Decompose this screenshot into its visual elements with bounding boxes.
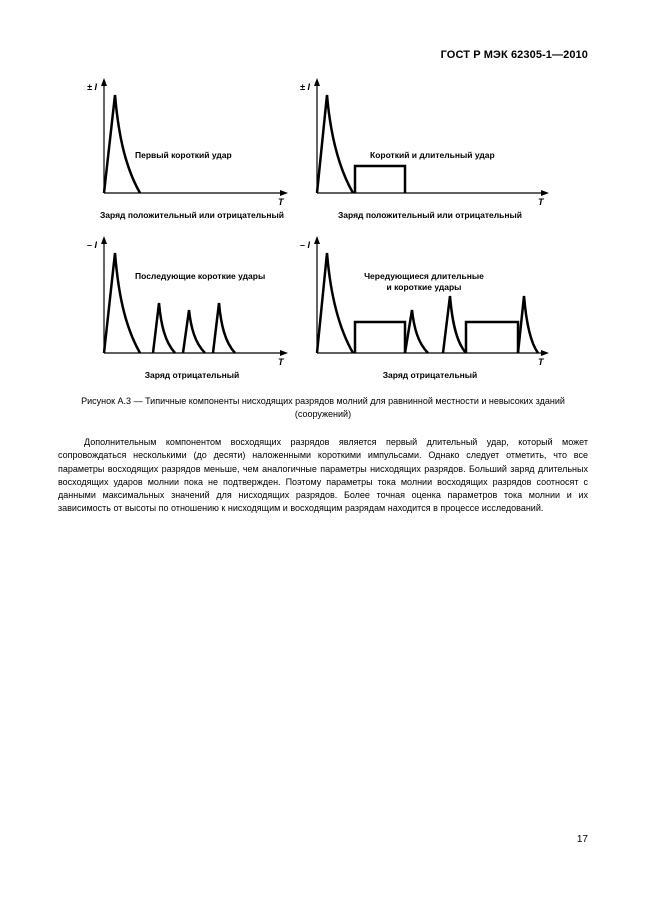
y-axis-label: ± I bbox=[87, 82, 97, 92]
figure-caption: Рисунок А.3 — Типичные компоненты нисходящих разрядов молний для равнинной местности и невысоких зданий (сооружений) bbox=[81, 396, 565, 419]
impulse-curve bbox=[443, 296, 466, 353]
panel-short-and-long-stroke bbox=[300, 82, 545, 220]
panel-title: Последующие короткие удары bbox=[135, 271, 266, 281]
lightning-components-figure bbox=[0, 0, 646, 390]
x-axis-label: T bbox=[278, 197, 284, 207]
impulse-curve bbox=[104, 95, 140, 193]
panel-title: Короткий и длительный удар bbox=[370, 150, 495, 160]
x-axis-label: T bbox=[278, 357, 284, 367]
body-paragraph: Дополнительным компонентом восходящих разрядов является первый длительный удар, который может сопровождаться несколькими (до десяти) наложенными короткими импульсами. Однако следует отметить, что все параметры восходящих разрядов меньше, чем аналогичные параметры нисходящих разрядов. Больший заряд длительных восходящих ударов молнии пока не подтвержден. Поэтому параметры тока молнии восходящих разрядов соотносят с данными максимальных значений для нисходящих разрядов. Более точная оценка параметров тока молнии и их зависимость от высоты по отношению к нисходящим и восходящим разрядам находится в процессе исследований. bbox=[58, 437, 588, 514]
impulse-curve bbox=[317, 95, 353, 193]
long-stroke-pulse bbox=[466, 322, 518, 353]
charge-label: Заряд отрицательный bbox=[382, 370, 478, 380]
impulse-curve bbox=[153, 303, 175, 353]
impulse-curve bbox=[518, 296, 538, 353]
impulse-curve bbox=[405, 310, 428, 353]
long-stroke-pulse bbox=[355, 166, 405, 193]
page-number: 17 bbox=[576, 834, 588, 845]
charge-label: Заряд положительный или отрицательный bbox=[99, 210, 285, 220]
panel-title-line-1: Чередующиеся длительные bbox=[364, 271, 484, 281]
impulse-curve bbox=[104, 253, 140, 353]
panel-subsequent-short-strokes bbox=[87, 240, 285, 380]
panel-alternating-strokes bbox=[300, 240, 545, 380]
y-axis-label: – I bbox=[299, 240, 310, 250]
x-axis-label: T bbox=[538, 197, 544, 207]
impulse-curve bbox=[317, 253, 353, 353]
y-axis-label: – I bbox=[86, 240, 97, 250]
charge-label: Заряд отрицательный bbox=[144, 370, 240, 380]
panel-first-short-stroke bbox=[87, 82, 285, 220]
x-axis-label: T bbox=[538, 357, 544, 367]
panel-title-line-2: и короткие удары bbox=[386, 282, 462, 292]
body-text bbox=[58, 436, 588, 516]
y-axis-label: ± I bbox=[300, 82, 310, 92]
long-stroke-pulse bbox=[355, 322, 405, 353]
document-id: ГОСТ Р МЭК 62305-1—2010 bbox=[440, 49, 588, 61]
impulse-curve bbox=[213, 303, 235, 353]
charge-label: Заряд положительный или отрицательный bbox=[337, 210, 523, 220]
panel-title: Первый короткий удар bbox=[135, 150, 232, 160]
impulse-curve bbox=[183, 310, 205, 353]
